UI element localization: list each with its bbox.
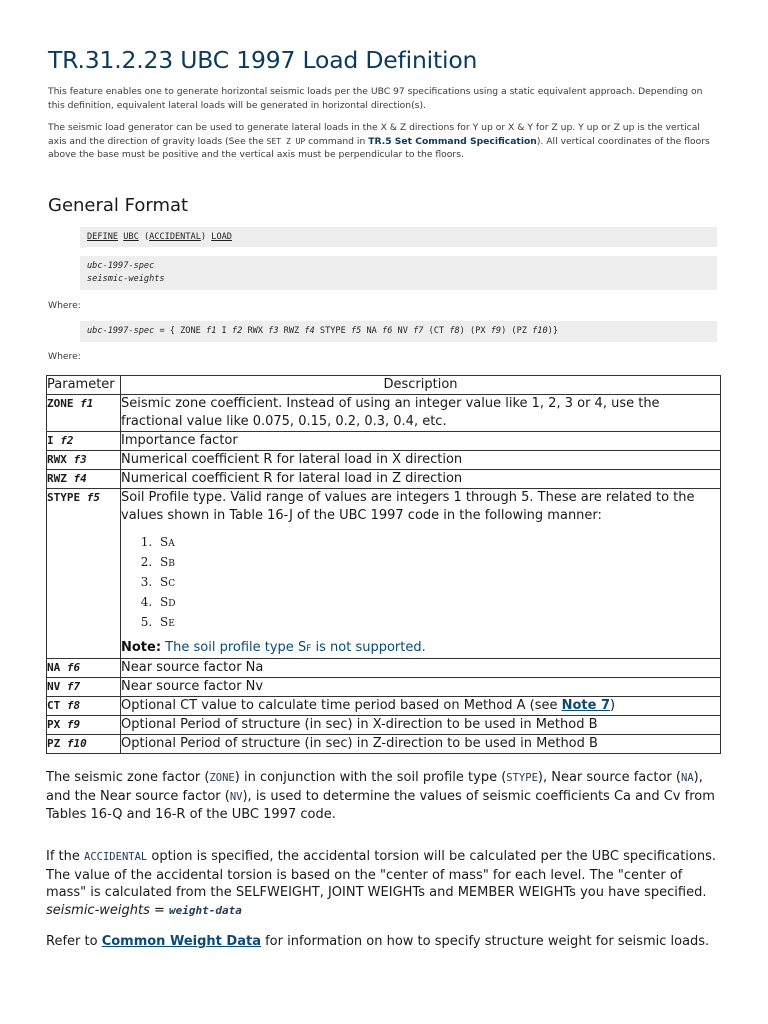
spec-line-1: ubc-1997-spec	[87, 261, 155, 271]
param-cell	[47, 735, 121, 754]
intro-paragraph-1: This feature enables one to generate horizontal seismic loads per the UBC 97 specifications using a static equivalent approach. Depending on this definition, equivalent lateral loads will be generated in horizontal direction(s).	[48, 86, 703, 111]
spec-token: )}	[547, 326, 559, 336]
list-item	[156, 533, 720, 553]
where-label-2: Where:	[48, 351, 81, 362]
table-row	[47, 659, 721, 678]
where-label-1: Where:	[48, 300, 81, 311]
table-row	[47, 678, 721, 697]
param-name: I	[47, 434, 54, 447]
desc-cell: Seismic zone coefficient. Instead of using an integer value like 1, 2, 3 or 4, use the fractional value like 0.075, 0.15, 0.2, 0.3, 0.4, etc.	[121, 395, 721, 432]
spec-token: RWX	[242, 326, 269, 336]
code-na: NA	[681, 772, 694, 784]
soil-base: S	[160, 595, 169, 609]
soil-sub: C	[168, 579, 176, 589]
param-name: STYPE	[47, 491, 81, 504]
body-text: ), is used to determine the values of seismic coefficients Ca and Cv from Tables 16-Q and 16-R of the UBC 1997 code.	[46, 788, 715, 822]
param-cell	[47, 470, 121, 489]
desc-cell: Optional Period of structure (in sec) in Z-direction to be used in Method B	[121, 735, 721, 754]
table-row	[47, 489, 721, 659]
param-var: f4	[73, 472, 87, 485]
description-header: Description	[121, 376, 721, 395]
soil-base: S	[160, 575, 169, 589]
desc-cell: Near source factor Na	[121, 659, 721, 678]
list-item	[156, 553, 720, 573]
spec-block	[80, 256, 717, 290]
param-cell	[47, 716, 121, 735]
spec-token: ) (PX	[459, 326, 491, 336]
spec-definition-block	[80, 321, 717, 342]
common-weight-data-link[interactable]: Common Weight Data	[101, 934, 261, 949]
code-accidental: ACCIDENTAL	[84, 851, 148, 863]
spec-var: f4	[304, 326, 315, 336]
intro-text: command in	[305, 135, 369, 147]
body-text: ), and the Near source factor (	[46, 770, 703, 804]
table-row	[47, 735, 721, 754]
seismic-weights-term: seismic-weights	[46, 902, 150, 918]
body-text: for information on how to specify structure weight for seismic loads.	[260, 934, 710, 949]
param-var: f6	[66, 661, 81, 674]
spec-var: f9	[490, 326, 502, 336]
body-text: =	[149, 902, 170, 918]
desc-cell	[121, 697, 721, 716]
param-var: f3	[73, 453, 87, 466]
set-command-link[interactable]: TR.5 Set Command Specification	[368, 135, 537, 147]
refer-paragraph	[46, 933, 721, 951]
soil-note	[121, 639, 720, 658]
desc-cell: Near source factor Nv	[121, 678, 721, 697]
desc-cell: Importance factor	[121, 432, 721, 451]
list-item	[156, 613, 720, 633]
intro-paragraph-2	[48, 121, 718, 162]
spec-var: f5	[350, 326, 362, 336]
spec-token: STYPE	[314, 326, 351, 336]
desc-cell: Numerical coefficient R for lateral load in Z direction	[121, 470, 721, 489]
param-cell	[47, 697, 121, 716]
spec-token: (CT	[423, 326, 450, 336]
code-zone: ZONE	[209, 772, 235, 784]
param-name: ZONE	[47, 397, 74, 410]
weight-data-term: weight-data	[169, 903, 242, 917]
param-var: f7	[66, 680, 81, 693]
spec-token: NV	[392, 326, 414, 336]
spec-var: f2	[231, 326, 243, 336]
param-var: f9	[66, 718, 81, 731]
param-name: PZ	[47, 737, 61, 750]
spec-line-2: seismic-weights	[87, 274, 165, 284]
spec-token: = { ZONE	[154, 326, 207, 336]
body-text: ) in conjunction with the soil profile type (	[234, 770, 507, 785]
table-row	[47, 432, 721, 451]
spec-var: f8	[449, 326, 460, 336]
table-row	[47, 451, 721, 470]
command-syntax-block	[80, 227, 717, 247]
note-text: is not supported.	[311, 640, 426, 655]
soil-base: S	[160, 555, 169, 569]
list-item	[156, 573, 720, 593]
param-name: PX	[47, 718, 61, 731]
soil-sub: A	[168, 539, 175, 549]
spec-var: f10	[532, 326, 548, 336]
spec-var: f7	[413, 326, 424, 336]
body-text: ), Near source factor (	[537, 770, 681, 785]
param-var: f10	[66, 737, 87, 750]
parameter-table	[46, 375, 721, 754]
param-name: NA	[47, 661, 61, 674]
soil-type-list	[121, 533, 720, 633]
stype-description: Soil Profile type. Valid range of values are integers 1 through 5. These are related to the values shown in Table 16-J of the UBC 1997 code in the following manner:	[121, 490, 695, 523]
keyword-define: DEFINE	[87, 232, 119, 242]
table-row	[47, 716, 721, 735]
list-item	[156, 593, 720, 613]
desc-cell: Numerical coefficient R for lateral load in X direction	[121, 451, 721, 470]
note-sub: F	[306, 644, 312, 654]
spec-token: I	[216, 326, 232, 336]
code-nv: NV	[229, 790, 243, 803]
param-cell	[47, 451, 121, 470]
param-cell	[47, 432, 121, 451]
keyword-load: LOAD	[211, 232, 232, 242]
param-var: f1	[80, 397, 94, 410]
body-text: Refer to	[46, 934, 102, 949]
code-stype: STYPE	[506, 772, 538, 784]
keyword-ubc: UBC	[123, 232, 139, 242]
note-text: The soil profile type S	[161, 640, 307, 655]
param-name: RWZ	[47, 472, 67, 485]
spec-var: f6	[382, 326, 393, 336]
spec-name: ubc-1997-spec	[87, 326, 155, 336]
paren: (	[143, 232, 150, 242]
soil-base: S	[160, 615, 169, 629]
param-cell	[47, 395, 121, 432]
param-cell	[47, 659, 121, 678]
desc-text: Optional CT value to calculate time period based on Method A (see	[121, 698, 562, 713]
soil-sub: B	[168, 559, 175, 569]
body-text: If the	[46, 849, 85, 864]
keyword-accidental: ACCIDENTAL	[149, 232, 201, 242]
body-text: The seismic zone factor (	[46, 770, 210, 785]
param-cell	[47, 678, 121, 697]
desc-text: )	[610, 698, 616, 713]
spec-token: ) (PZ	[501, 326, 533, 336]
note-7-link[interactable]: Note 7	[561, 698, 611, 713]
param-name: RWX	[47, 453, 67, 466]
table-header-row	[47, 376, 721, 395]
table-row	[47, 697, 721, 716]
param-cell	[47, 489, 121, 659]
spec-token: RWZ	[278, 326, 305, 336]
spec-token: NA	[361, 326, 383, 336]
general-format-heading: General Format	[48, 195, 189, 216]
zone-factor-paragraph	[46, 769, 721, 824]
desc-cell	[121, 489, 721, 659]
page-title: TR.31.2.23 UBC 1997 Load Definition	[48, 46, 478, 74]
param-name: CT	[47, 699, 61, 712]
table-row	[47, 395, 721, 432]
desc-cell: Optional Period of structure (in sec) in X-direction to be used in Method B	[121, 716, 721, 735]
param-var: f5	[86, 491, 100, 504]
parameter-header: Parameter	[47, 376, 121, 395]
body-text: option is specified, the accidental torsion will be calculated per the UBC specifications. The value of the accidental torsion is based on the "center of mass" for each level. The "center of mass" is calculated from the SELFWEIGHT, JOINT WEIGHTs and MEMBER WEIGHTs you have specified.	[46, 849, 717, 900]
param-name: NV	[47, 680, 61, 693]
soil-sub: E	[168, 619, 175, 629]
intro-text: The seismic load generator can be used to generate lateral loads in the X & Z directions for Y up or X & Y for Z up. Y up or Z up is the vertical axis and the direction of gravity loads (See the	[48, 122, 700, 147]
set-z-up-code: SET Z UP	[266, 136, 306, 146]
param-var: f2	[60, 434, 74, 447]
soil-base: S	[160, 535, 169, 549]
spec-var: f3	[268, 326, 279, 336]
param-var: f8	[66, 699, 81, 712]
spec-var: f1	[206, 326, 217, 336]
paren: )	[200, 232, 207, 242]
intro-text: ). All vertical coordinates of the floors above the base must be positive and the vertical axis must be perpendicular to the floors.	[48, 135, 710, 160]
soil-sub: D	[168, 599, 176, 609]
table-row	[47, 470, 721, 489]
accidental-paragraph	[46, 848, 721, 919]
note-label: Note:	[121, 640, 162, 655]
